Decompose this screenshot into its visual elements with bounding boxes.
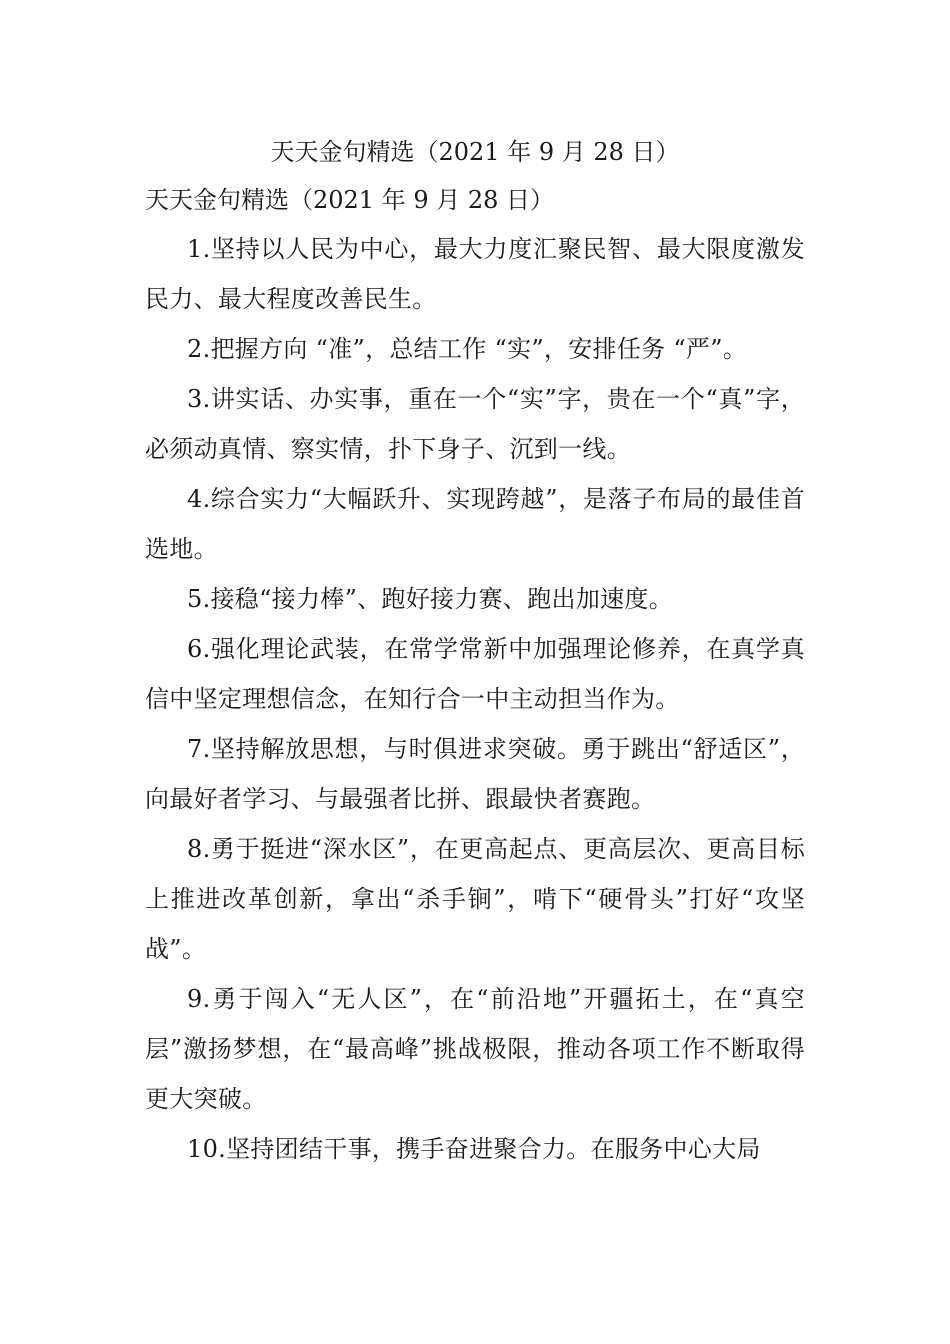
paragraph-6: 6.强化理论武装，在常学常新中加强理论修养，在真学真信中坚定理想信念，在知行合一中主动担当作为。 [145, 635, 805, 713]
paragraph-2: 2.把握方向 “准”，总结工作 “实”，安排任务 “严”。 [187, 335, 748, 363]
document-subtitle: 天天金句精选（2021 年 9 月 28 日） [145, 186, 555, 214]
document-page [145, 128, 805, 1174]
paragraph-3: 3.讲实话、办实事，重在一个“实”字，贵在一个“真”字，必须动真情、察实情，扑下身子、沉到一线。 [145, 385, 805, 463]
paragraph-8: 8.勇于挺进“深水区”，在更高起点、更高层次、更高目标上推进改革创新，拿出“杀手锏”，啃下“硬骨头”打好“攻坚战”。 [145, 835, 805, 963]
paragraph-5: 5.接稳“接力棒”、跑好接力赛、跑出加速度。 [187, 585, 674, 613]
paragraph-10: 10.坚持团结干事，携手奋进聚合力。在服务中心大局 [187, 1135, 761, 1163]
paragraph-7: 7.坚持解放思想，与时俱进求突破。勇于跳出“舒适区”，向最好者学习、与最强者比拼、跟最快者赛跑。 [145, 735, 805, 813]
paragraph-9: 9.勇于闯入“无人区”，在“前沿地”开疆拓土，在“真空层”激扬梦想，在“最高峰”挑战极限，推动各项工作不断取得更大突破。 [145, 985, 805, 1113]
document-title: 天天金句精选（2021 年 9 月 28 日） [270, 138, 680, 166]
paragraph-1: 1.坚持以人民为中心，最大力度汇聚民智、最大限度激发民力、最大程度改善民生。 [145, 235, 805, 313]
paragraph-4: 4.综合实力“大幅跃升、实现跨越”，是落子布局的最佳首选地。 [145, 485, 805, 563]
